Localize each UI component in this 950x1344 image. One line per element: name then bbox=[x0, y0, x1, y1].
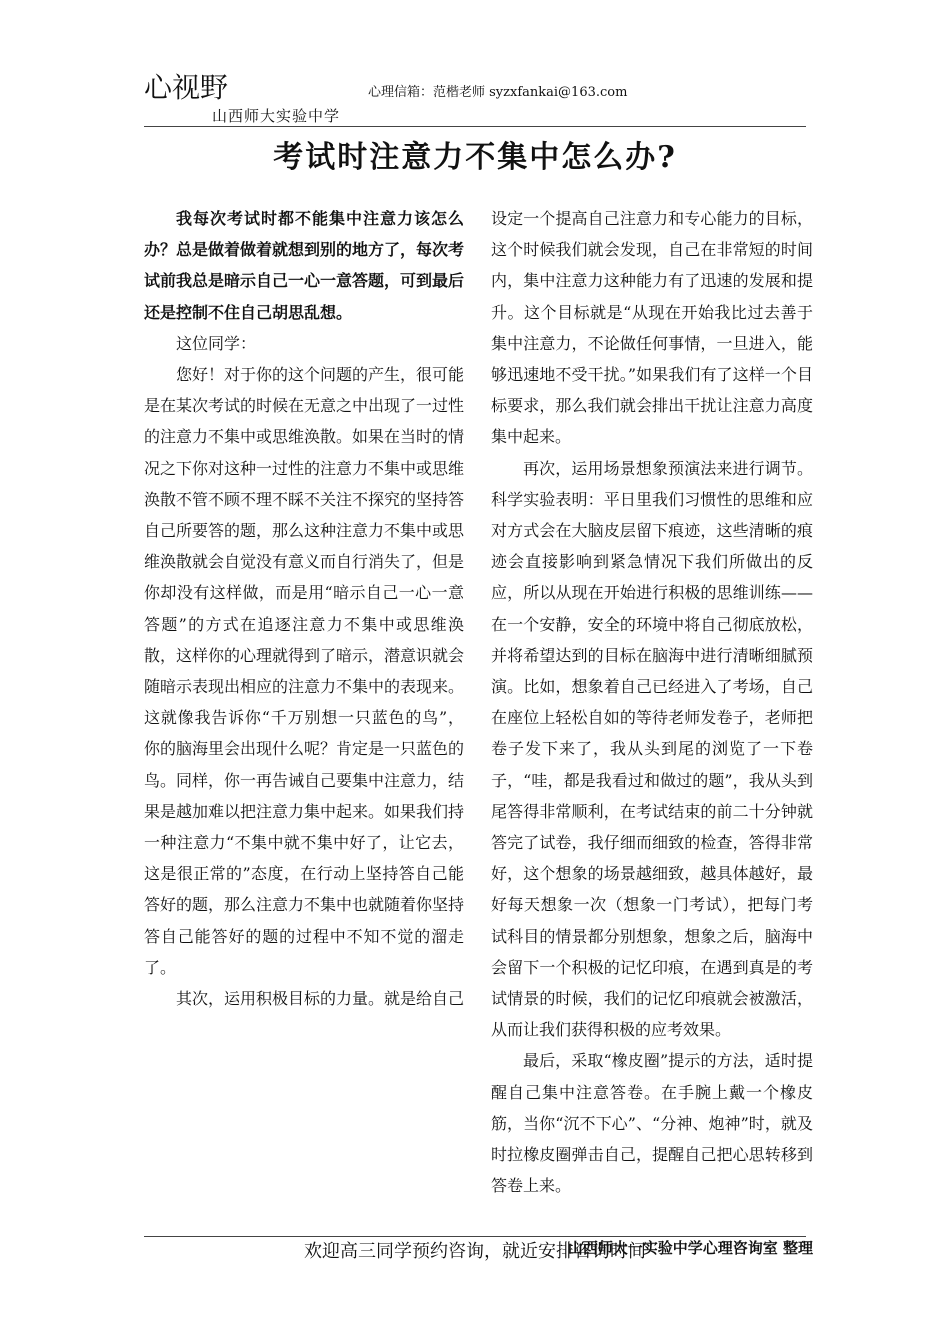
article-column-right bbox=[491, 203, 813, 1264]
article-signature: 山西师大一实验中学心理咨询室 整理 bbox=[567, 1238, 813, 1257]
header-divider bbox=[144, 126, 806, 127]
answer-paragraph-1: 您好！对于你的这个问题的产生，很可能是在某次考试的时候在无意之中出现了一过性的注意力不集中或思维涣散。如果在当时的情况之下你对这种一过性的注意力不集中或思维涣散不管不顾不理不睬不关注不探究的坚持答自己所要答的题，那么这种注意力不集中或思维涣散就会自觉没有意义而自行消失了，但是你却没有这样做，而是用“暗示自己一心一意答题”的方式在追逐注意力不集中或思维涣散，这样你的心理就得到了暗示，潜意识就会随暗示表现出相应的注意力不集中的表现来。这就像我告诉你“千万别想一只蓝色的鸟”，你的脑海里会出现什么呢？肯定是一只蓝色的鸟。同样，你一再告诫自己要集中注意力，结果是越加难以把注意力集中起来。如果我们持一种注意力“不集中就不集中好了，让它去，这是很正常的”态度，在行动上坚持答自己能答好的题，那么注意力不集中也就随着你坚持答自己能答好的题的过程中不知不觉的溜走了。 bbox=[144, 365, 465, 977]
brand-title: 心视野 bbox=[144, 71, 229, 104]
answer-paragraph-2-continued: 设定一个提高自己注意力和专心能力的目标，这个时候我们就会发现，自己在非常短的时间内，集中注意力这种能力有了迅速的发展和提升。这个目标就是“从现在开始我比过去善于集中注意力，不论做任何事情，一旦进入，能够迅速地不受干扰。”如果我们有了这样一个目标要求，那么我们就会排出干扰让注意力高度集中起来。 bbox=[491, 209, 813, 447]
school-name: 山西师大实验中学 bbox=[212, 107, 341, 125]
answer-paragraph-3: 再次，运用场景想象预演法来进行调节。科学实验表明：平日里我们习惯性的思维和应对方式会在大脑皮层留下痕迹，这些清晰的痕迹会直接影响到紧急情况下我们所做出的反应，所以从现在开始进行积极的思维训练——在一个安静，安全的环境中将自己彻底放松，并将希望达到的目标在脑海中进行清晰细腻预演。比如，想象着自己已经进入了考场，自己在座位上轻松自如的等待老师发卷子，老师把卷子发下来了，我从头到尾的浏览了一下卷子，“哇，都是我看过和做过的题”，我从头到尾答得非常顺利，在考试结束的前二十分钟就答完了试卷，我仔细而细致的检查，答得非常好，这个想象的场景越细致，越具体越好，最好每天想象一次（想象一门考试），把每门考试科目的情景都分别想象，想象之后，脑海中会留下一个积极的记忆印痕，在遇到真是的考试情景的时候，我们的记忆印痕就会被激活，从而让我们获得积极的应考效果。 bbox=[491, 458, 813, 1040]
greeting: 这位同学： bbox=[176, 333, 257, 353]
answer-paragraph-2: 其次，运用积极目标的力量。就是给自己 bbox=[176, 989, 465, 1009]
footer-divider bbox=[144, 1236, 806, 1237]
footer-notice: 欢迎高三同学预约咨询，就近安排咨询时间 bbox=[304, 1241, 646, 1262]
answer-paragraph-4: 最后，采取“橡皮圈”提示的方法，适时提醒自己集中注意答卷。在手腕上戴一个橡皮筋，当你“沉不下心”、“分神、炮神”时，就及时拉橡皮圈弹击自己，提醒自己把心思转移到答卷上来。 bbox=[491, 1051, 813, 1196]
counseling-mailbox: 心理信箱：范楷老师 syzxfankai@163.com bbox=[368, 85, 628, 100]
reader-question: 我每次考试时都不能集中注意力该怎么办？总是做着做着就想到别的地方了，每次考试前我总是暗示自己一心一意答题，可到最后还是控制不住自己胡思乱想。 bbox=[144, 209, 465, 322]
article-column-left bbox=[144, 203, 464, 1014]
article-title: 考试时注意力不集中怎么办? bbox=[273, 140, 677, 175]
masthead bbox=[144, 70, 806, 128]
